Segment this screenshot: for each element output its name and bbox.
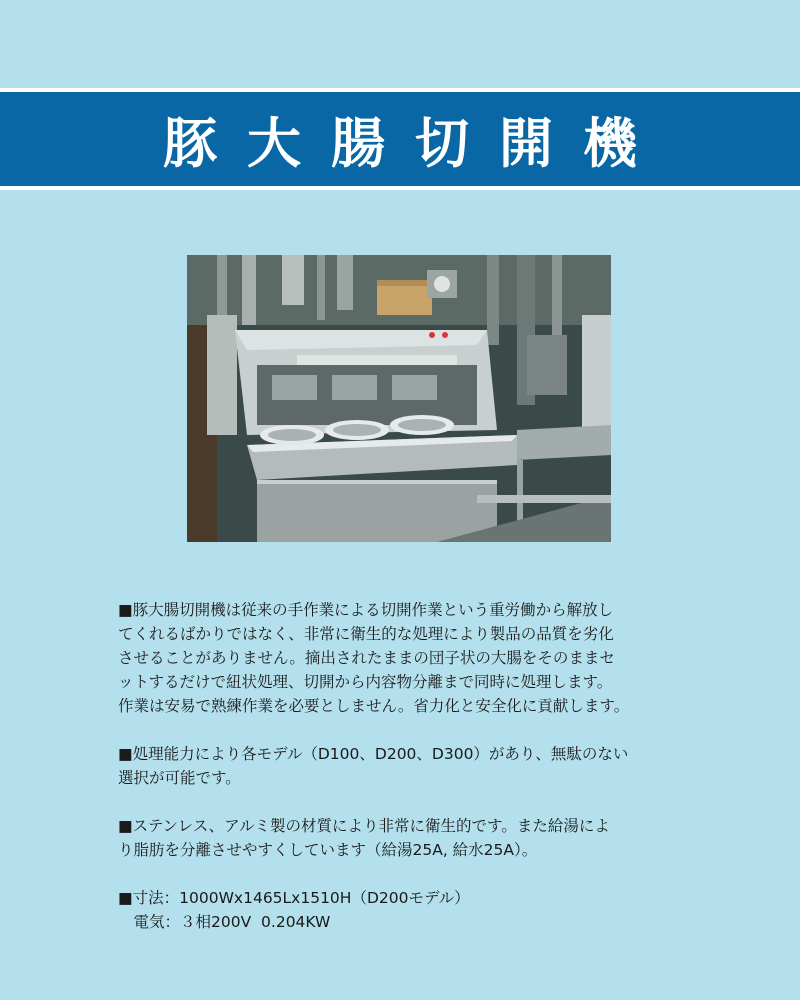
page-title: 豚大腸切開機 (163, 111, 667, 175)
specifications (118, 886, 718, 934)
text-line: させることがありません。摘出されたままの団子状の大腸をそのままセ (118, 649, 615, 667)
text-line: ■処理能力により各モデル（D100、D200、D300）があり、無駄のない (118, 745, 629, 763)
machine-photo (187, 255, 611, 542)
description-text (118, 598, 718, 958)
spec-power: 電気：３相200V 0.204KW (118, 913, 331, 931)
text-line: 作業は安易で熟練作業を必要としません。省力化と安全化に貢献します。 (118, 697, 630, 715)
text-line: 選択が可能です。 (118, 769, 241, 787)
title-banner (0, 88, 800, 190)
text-line: ■ステンレス、アルミ製の材質により非常に衛生的です。また給湯によ (118, 817, 610, 835)
paragraph-overview (118, 598, 718, 718)
text-line: ットするだけで紐状処理、切開から内容物分離まで同時に処理します。 (118, 673, 613, 691)
text-line: てくれるばかりではなく、非常に衛生的な処理により製品の品質を劣化 (118, 625, 614, 643)
paragraph-models (118, 742, 718, 790)
spec-dimensions: ■寸法：1000Wx1465Lx1510H（D200モデル） (118, 889, 470, 907)
paragraph-materials (118, 814, 718, 862)
text-line: ■豚大腸切開機は従来の手作業による切開作業という重労働から解放し (118, 601, 614, 619)
text-line: り脂肪を分離させやすくしています（給湯25A, 給水25A）。 (118, 841, 538, 859)
